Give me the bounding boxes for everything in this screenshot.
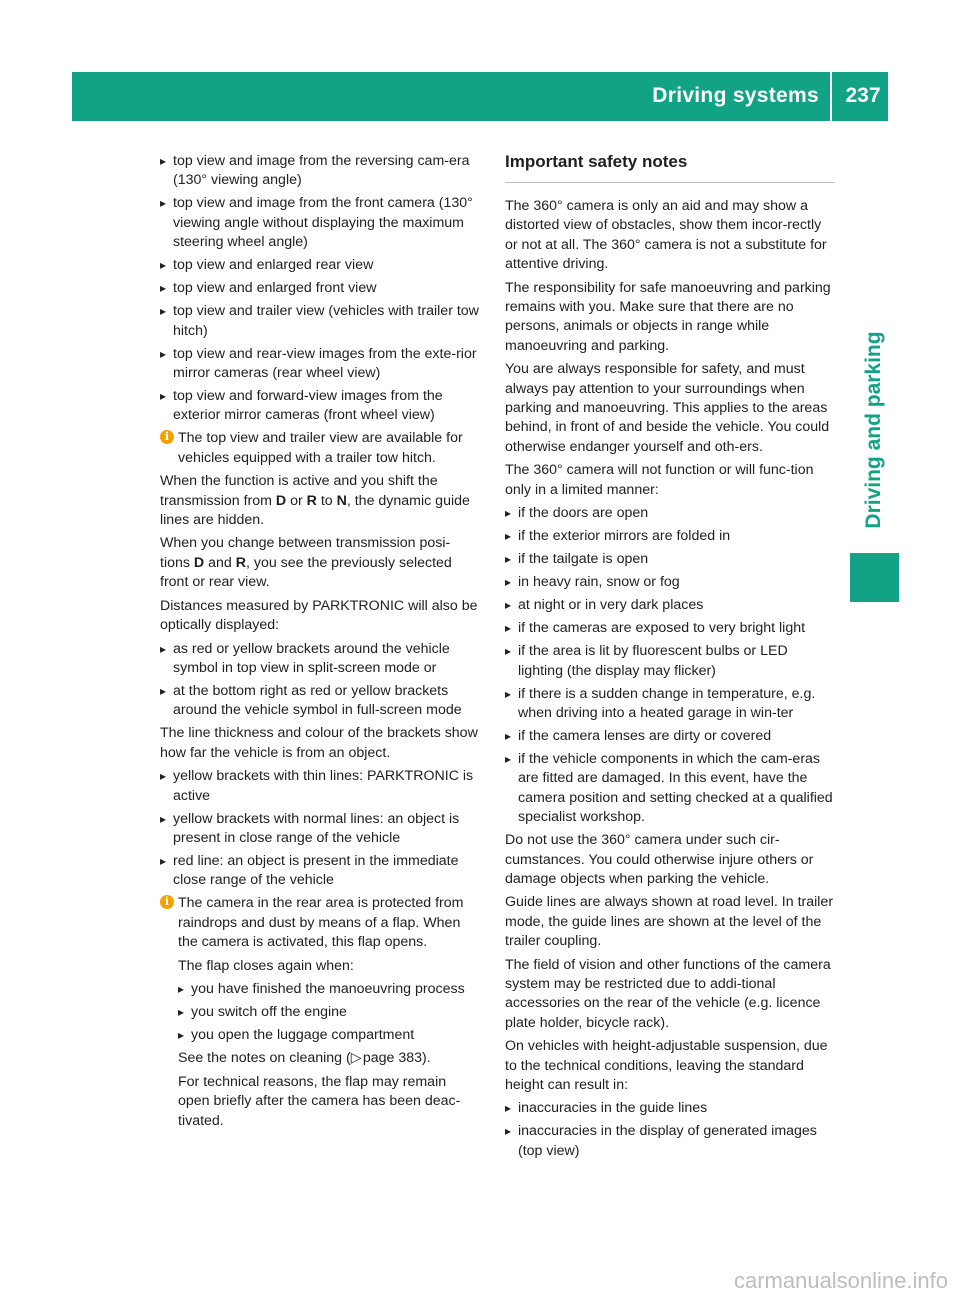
list-item: ▸ yellow brackets with normal lines: an object is present in close range of the vehicle <box>160 810 480 849</box>
list-item: ▸ inaccuracies in the guide lines <box>505 1099 835 1118</box>
list-item: ▸ if the cameras are exposed to very bright light <box>505 619 835 638</box>
list-item: ▸ if the camera lenses are dirty or covered <box>505 727 835 746</box>
info-text: For technical reasons, the flap may remain open briefly after the camera has been deac-tivated. <box>178 1073 461 1129</box>
paragraph: Do not use the 360° camera under such cir-cumstances. You could otherwise injure others or damage objects when parking the vehicle. <box>505 832 814 887</box>
paragraph-change-positions <box>160 534 480 592</box>
text: to <box>316 492 337 509</box>
list-item: ▸ yellow brackets with thin lines: PARKTRONIC is active <box>160 767 480 806</box>
list-item: ▸ you switch off the engine <box>178 1003 480 1022</box>
flap-close-list <box>178 980 480 1045</box>
info-text: The camera in the rear area is protected from raindrops and dust by means of a flap. When the camera is activated, this flap opens. <box>178 895 464 951</box>
header-title: Driving systems <box>652 84 819 107</box>
gear-d: D <box>275 492 287 509</box>
text: , you see the previously selected front or rear view. <box>160 554 452 591</box>
paragraph: The 360° camera is only an aid and may show a distorted view of obstacles, show them incor-rectly or not at all. The 360° camera is not a substitute for attentive driving. <box>505 198 827 273</box>
paragraph: Guide lines are always shown at road level. In trailer mode, the guide lines are shown at the level of the trailer coupling. <box>505 894 834 950</box>
paragraph: You are always responsible for safety, and must always pay attention to your surroundings when parking and manoeuvring. This applies to the areas behind, in front of and beside the vehicle. You could otherwise endanger yourself and oth-ers. <box>505 361 830 455</box>
side-tab-marker <box>850 553 899 602</box>
parktronic-display-list <box>160 640 480 721</box>
list-item: ▸ top view and forward-view images from the exterior mirror cameras (front wheel view) <box>160 387 480 426</box>
text: and <box>204 554 236 571</box>
list-item: ▸ at the bottom right as red or yellow brackets around the vehicle symbol in full-screen mode <box>160 682 480 721</box>
view-options-list <box>160 152 480 426</box>
text: ). <box>422 1050 431 1067</box>
list-item: ▸ if the tailgate is open <box>505 550 835 569</box>
info-text: The flap closes again when: <box>178 957 354 974</box>
list-item: ▸ top view and image from the reversing cam-era (130° viewing angle) <box>160 152 480 191</box>
text: When the function is active and you shift the transmission from <box>160 473 438 509</box>
list-item: ▸ at night or in very dark places <box>505 596 835 615</box>
paragraph-transmission <box>160 472 480 530</box>
list-item: ▸ as red or yellow brackets around the vehicle symbol in top view in split-screen mode or <box>160 640 480 679</box>
page-ref-link[interactable]: page 383 <box>362 1050 423 1067</box>
info-text-cleaning <box>178 1049 480 1068</box>
list-item: ▸ if the area is lit by fluorescent bulbs or LED lighting (the display may flicker) <box>505 642 835 681</box>
info-note-flap <box>160 894 480 1131</box>
gear-r: R <box>235 554 246 571</box>
right-column <box>505 152 835 1165</box>
list-item: ▸ if the vehicle components in which the cam-eras are fitted are damaged. In this event, have the camera position and setting checked at a qualified specialist workshop. <box>505 750 835 828</box>
list-item: ▸ if the doors are open <box>505 504 835 523</box>
info-icon: i <box>160 430 174 444</box>
limitations-list <box>505 504 835 827</box>
list-item: ▸ top view and image from the front camera (130° viewing angle without displaying the maximum steering wheel angle) <box>160 194 480 252</box>
list-item: ▸ if there is a sudden change in temperature, e.g. when driving into a heated garage in win-ter <box>505 685 835 724</box>
text: When you change between transmission posi-tions <box>160 535 451 571</box>
list-item: ▸ you open the luggage compartment <box>178 1026 480 1045</box>
info-note-trailer <box>160 429 480 468</box>
list-item: ▸ in heavy rain, snow or fog <box>505 573 835 592</box>
watermark: carmanualsonline.info <box>733 1268 948 1293</box>
list-item: ▸ inaccuracies in the display of generated images (top view) <box>505 1122 835 1161</box>
section-heading: Important safety notes <box>505 152 835 183</box>
paragraph-parktronic: Distances measured by PARKTRONIC will also be optically displayed: <box>160 597 478 634</box>
info-text: The top view and trailer view are available for vehicles equipped with a trailer tow hitch. <box>178 430 463 466</box>
list-item: ▸ you have finished the manoeuvring process <box>178 980 480 999</box>
gear-d: D <box>193 554 205 571</box>
text: or <box>286 492 307 509</box>
list-item: ▸ if the exterior mirrors are folded in <box>505 527 835 546</box>
info-icon: i <box>160 895 174 909</box>
list-item: ▸ top view and rear-view images from the exte-rior mirror cameras (rear wheel view) <box>160 345 480 384</box>
text: See the notes on cleaning ( <box>178 1050 351 1067</box>
side-tab-label: Driving and parking <box>862 331 885 529</box>
page-number: 237 <box>845 84 881 107</box>
left-column <box>160 152 480 1135</box>
paragraph: The 360° camera will not function or will func-tion only in a limited manner: <box>505 462 814 498</box>
paragraph: The responsibility for safe manoeuvring and parking remains with you. Make sure that there are no persons, animals or objects in range while manoeuvring and parking. <box>505 279 831 354</box>
list-item: ▸ top view and trailer view (vehicles with trailer tow hitch) <box>160 302 480 341</box>
page-ref-arrow-icon: ▷ <box>350 1050 363 1067</box>
text: , the dynamic guide lines are hidden. <box>160 492 470 529</box>
paragraph-brackets: The line thickness and colour of the brackets show how far the vehicle is from an object. <box>160 725 478 761</box>
gear-r: R <box>306 492 317 509</box>
header-separator <box>830 72 832 121</box>
paragraph: The field of vision and other functions of the camera system may be restricted due to addi-tional accessories on the rear of the vehicle (e.g. licence plate holder, bicycle rack). <box>505 956 831 1031</box>
list-item: ▸ top view and enlarged front view <box>160 279 480 298</box>
list-item: ▸ red line: an object is present in the immediate close range of the vehicle <box>160 852 480 891</box>
paragraph: On vehicles with height-adjustable suspension, due to the technical conditions, leaving the standard height can result in: <box>505 1038 828 1093</box>
gear-n: N <box>336 492 347 509</box>
inaccuracies-list <box>505 1099 835 1161</box>
bracket-meaning-list <box>160 767 480 891</box>
list-item: ▸ top view and enlarged rear view <box>160 256 480 275</box>
